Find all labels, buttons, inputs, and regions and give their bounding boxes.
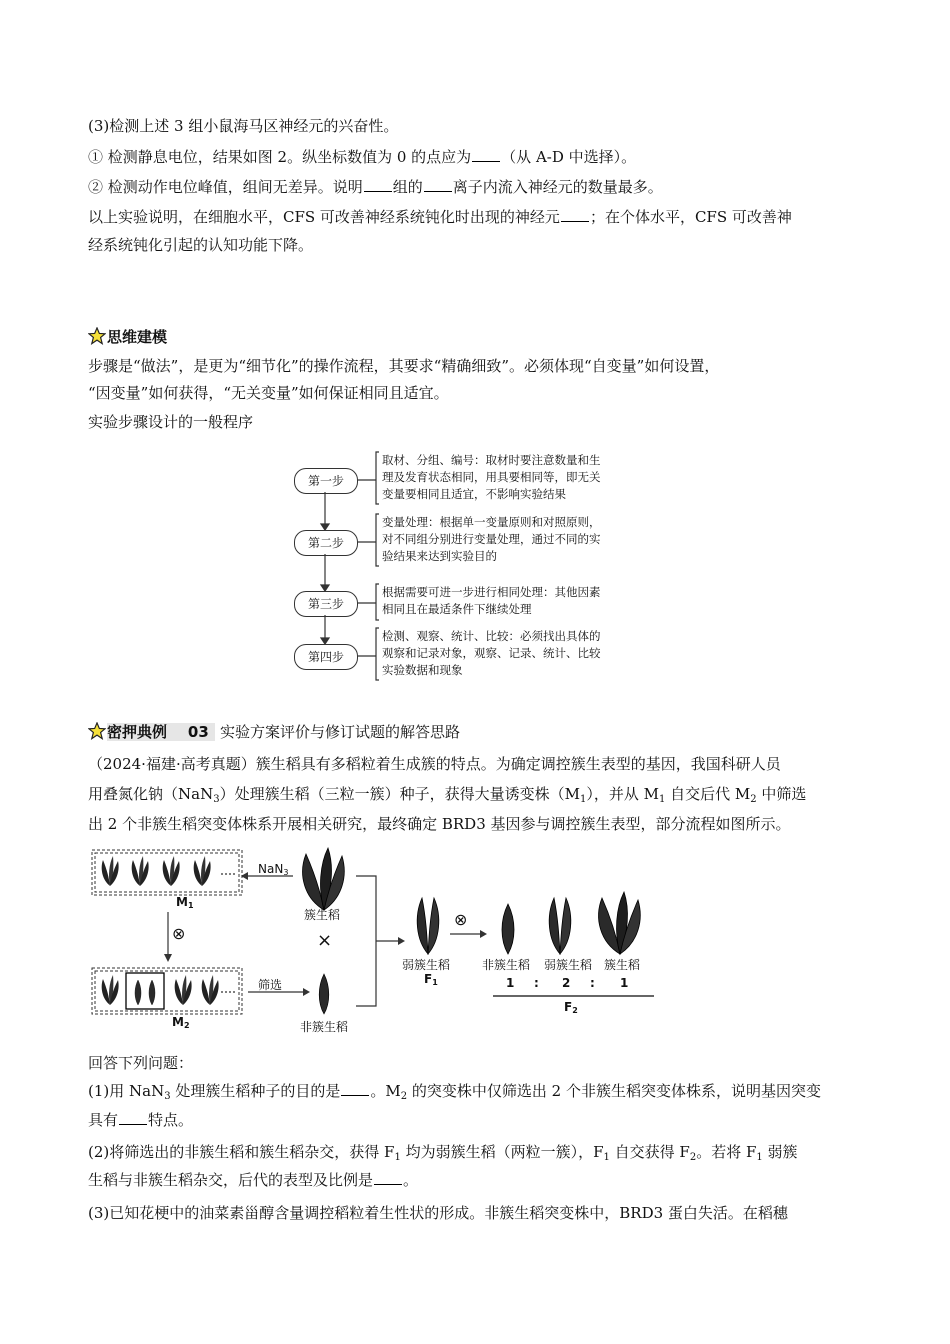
text: 离子内流入神经元的数量最多。 [452, 178, 663, 196]
desc-line: 变量处理：根据单一变量原则和对照原则， [382, 515, 601, 529]
desc-line: 理及发育状态相同，用具要相同等，即无关 [382, 470, 601, 484]
flow-step-3: 第三步 [294, 591, 358, 617]
text: 处理簇生稻种子的目的是 [170, 1082, 341, 1100]
flow-step-3-desc [382, 584, 601, 618]
example-tag [107, 723, 215, 741]
example-number: 03 [187, 723, 209, 741]
example-line-1: （2024·福建·高考真题）簇生稻具有多稻粒着生成簇的特点。为确定调控簇生表型的基因，我国科研人员 [88, 755, 781, 773]
text: ① 检测静息电位，结果如图 2。纵坐标数值为 0 的点应为 [88, 148, 472, 166]
desc-line: 检测、观察、统计、比较：必须找出具体的 [382, 629, 601, 643]
q3-line-4 [88, 207, 792, 227]
example-title: 实验方案评价与修订试题的解答思路 [220, 723, 461, 741]
text: 。 [403, 1171, 419, 1189]
q3-line-3 [88, 177, 663, 197]
text: 具有 [88, 1111, 119, 1129]
modeling-paragraph-2: “因变量”如何获得，“无关变量”如何保证相同且适宜。 [88, 384, 449, 402]
text: 组的 [392, 178, 423, 196]
text: （从 A-D 中选择）。 [501, 148, 637, 166]
answer-blank[interactable] [364, 177, 392, 192]
text: 。M [370, 1082, 401, 1100]
question-1-line-2 [88, 1110, 193, 1130]
text: NaN [258, 862, 284, 876]
answer-blank[interactable] [561, 207, 589, 222]
answer-blank[interactable] [374, 1170, 402, 1185]
text: ）处理簇生稻（三粒一簇）种子，获得大量诱变株（M [219, 785, 580, 803]
m1-label [176, 895, 194, 910]
self-cross-symbol: ⊗ [172, 924, 186, 943]
text: ；在个体水平，CFS 可改善神 [589, 208, 792, 226]
q3-line-5: 经系统钝化引起的认知功能下降。 [88, 236, 314, 254]
subscript: 1 [432, 978, 438, 987]
text: 自交后代 M [665, 785, 751, 803]
text: 中筛选 [756, 785, 807, 803]
star-icon [88, 327, 106, 345]
q3-line-2 [88, 147, 636, 167]
flow-step-2: 第二步 [294, 530, 358, 556]
subscript: 3 [164, 1091, 171, 1102]
text: 自交获得 F [609, 1143, 690, 1161]
star-icon [88, 722, 106, 740]
subscript: 1 [603, 1152, 610, 1163]
text: 用叠氮化钠（NaN [88, 785, 214, 803]
flow-step-2-desc [382, 514, 601, 565]
text: ），并从 M [586, 785, 659, 803]
flow-step-1: 第一步 [294, 468, 358, 494]
text: 。若将 F [696, 1143, 757, 1161]
question-2-line-1 [88, 1142, 798, 1162]
non-cluster-rice-label: 非簇生稻 [300, 1020, 349, 1034]
text: 弱簇 [762, 1143, 798, 1161]
example-line-3: 出 2 个非簇生稻突变体株系开展相关研究，最终确定 BRD3 基因参与调控簇生表型，部分流程如图所示。 [88, 815, 791, 833]
desc-line: 对不同组分别进行变量处理，通过不同的实 [382, 532, 601, 546]
subscript: 2 [400, 1091, 408, 1102]
flow-step-1-desc [382, 452, 601, 503]
desc-line: 实验数据和现象 [382, 663, 463, 677]
desc-line: 观察和记录对象，观察、记录、统计、比较 [382, 646, 601, 660]
flow-step-4-desc [382, 628, 601, 679]
subscript: 3 [283, 868, 289, 877]
question-2-line-2 [88, 1170, 418, 1190]
answer-blank[interactable] [424, 177, 452, 192]
flow-step-4: 第四步 [294, 644, 358, 670]
ratio-3: 1 [620, 976, 629, 990]
section-heading-modeling [88, 327, 167, 347]
text: 特点。 [148, 1111, 194, 1129]
ratio-colon: : [590, 976, 595, 990]
subscript: 1 [187, 901, 194, 910]
desc-line: 取材、分组、编号：取材时要注意数量和生 [382, 453, 601, 467]
answer-blank[interactable] [472, 147, 500, 162]
ratio-2: 2 [562, 976, 571, 990]
desc-line: 验结果来达到实验目的 [382, 549, 497, 563]
desc-line: 变量要相同且适宜，不影响实验结果 [382, 487, 566, 501]
self-cross-symbol-f1: ⊗ [454, 910, 468, 929]
f2-label-weak-cluster: 弱簇生稻 [544, 958, 593, 972]
f2-label-non-cluster: 非簇生稻 [482, 958, 531, 972]
subscript: 2 [572, 1006, 578, 1015]
ratio-colon: : [534, 976, 539, 990]
subscript: 1 [579, 794, 587, 805]
f1-label [424, 972, 438, 987]
text: ② 检测动作电位峰值，组间无差异。说明 [88, 178, 363, 196]
weak-cluster-label: 弱簇生稻 [402, 958, 451, 972]
cross-symbol: × [317, 930, 333, 951]
desc-line: 相同且在最适条件下继续处理 [382, 602, 532, 616]
text: (1)用 NaN [88, 1082, 165, 1100]
procedure-flow-diagram [288, 448, 668, 688]
subscript: 2 [689, 1152, 697, 1163]
text: (2)将筛选出的非簇生稻和簇生稻杂交，获得 F [88, 1143, 395, 1161]
example-tag-text: 密押典例 [107, 723, 168, 741]
text: 以上实验说明，在细胞水平，CFS 可改善神经系统钝化时出现的神经元 [88, 208, 560, 226]
m2-label [172, 1015, 190, 1030]
subscript: 1 [756, 1152, 763, 1163]
screen-label: 筛选 [258, 978, 283, 992]
text: 的突变株中仅筛选出 2 个非簇生稻突变体株系，说明基因突变 [407, 1082, 821, 1100]
modeling-paragraph-3: 实验步骤设计的一般程序 [88, 413, 254, 431]
text: F [564, 1000, 573, 1014]
subscript: 1 [658, 794, 666, 805]
example-line-2 [88, 784, 806, 804]
text: F [424, 972, 433, 986]
text: 均为弱簇生稻（两粒一簇），F [400, 1143, 604, 1161]
text: 生稻与非簇生稻杂交，后代的表型及比例是 [88, 1171, 374, 1189]
subscript: 2 [183, 1021, 190, 1030]
nan3-label [258, 862, 288, 877]
section-heading-example [88, 722, 460, 742]
question-3-line-1: (3)已知花梗中的油菜素甾醇含量调控稻粒着生性状的形成。非簇生稻突变株中，BRD3 蛋白失活。在稻穗 [88, 1204, 788, 1222]
q3-line-1: (3)检测上述 3 组小鼠海马区神经元的兴奋性。 [88, 117, 399, 135]
subscript: 1 [394, 1152, 401, 1163]
answer-blank[interactable] [119, 1110, 147, 1125]
subscript: 2 [750, 794, 757, 805]
f2-label-cluster: 簇生稻 [604, 958, 641, 972]
question-1-line-1 [88, 1081, 821, 1101]
text: M [176, 895, 188, 909]
modeling-paragraph-1: 步骤是“做法”，是更为“细节化”的操作流程，其要求“精确细致”。必须体现“自变量”如何设置， [88, 357, 720, 375]
f2-label [564, 1000, 578, 1015]
cluster-rice-label: 簇生稻 [304, 908, 341, 922]
subscript: 3 [213, 794, 220, 805]
desc-line: 根据需要可进一步进行相同处理：其他因素 [382, 585, 601, 599]
section-title: 思维建模 [107, 328, 168, 346]
ratio-1: 1 [506, 976, 515, 990]
text: M [172, 1015, 184, 1029]
answer-blank[interactable] [341, 1081, 369, 1096]
questions-intro: 回答下列问题： [88, 1054, 194, 1072]
breeding-flow-figure [88, 842, 668, 1036]
